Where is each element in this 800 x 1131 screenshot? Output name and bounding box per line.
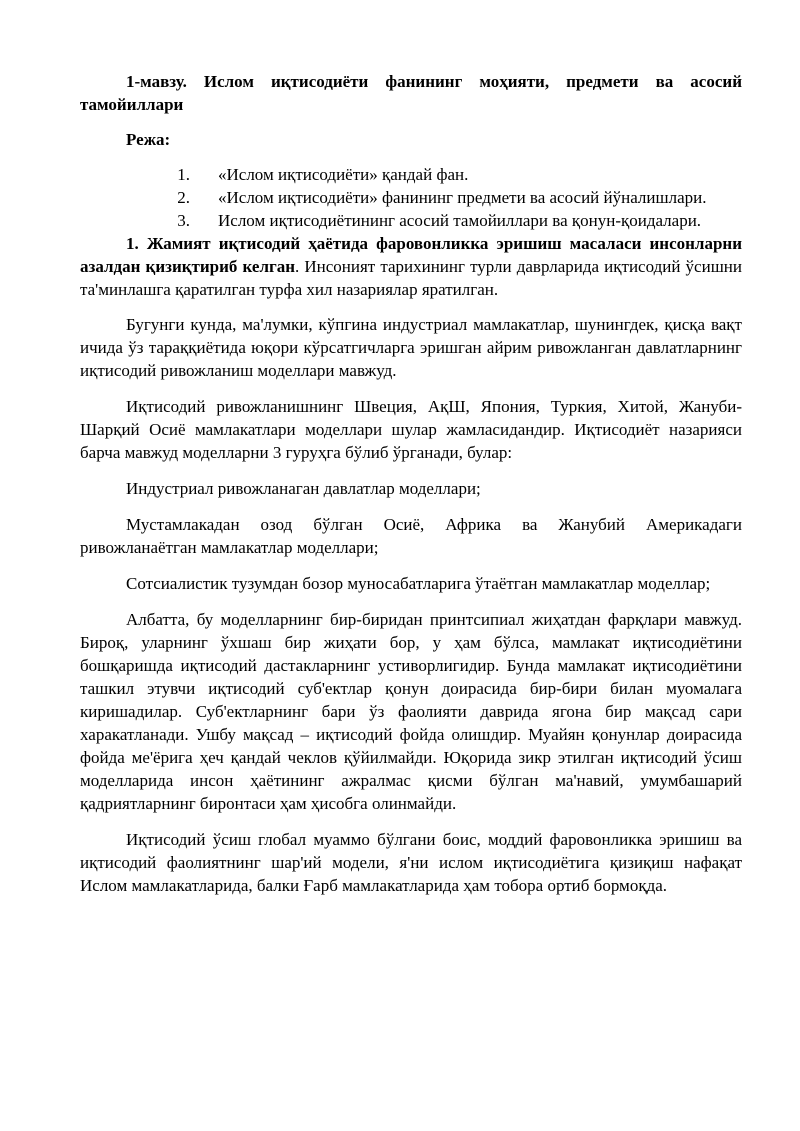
paragraph-8: Иқтисодий ўсиш глобал муаммо бўлгани боис, моддий фаровонликка эришиш ва иқтисодий фаолиятнинг шар'ий модели, я'ни ислом иқтисодиётига қизиқиш нафақат Ислом мамлакатларида, балки Ғарб мамлакатларида ҳам тобора ортиб бормоқда. (80, 830, 742, 895)
paragraph-2: Бугунги кунда, ма'лумки, кўпгина индустриал мамлакатлар, шунингдек, қисқа вақт ичида ўз тараққиётида юқори кўрсатгичларга эришган айрим ривожланган давлатларнинг иқтисодий ривожланиш моделлари мавжуд. (80, 315, 742, 380)
paragraph-7: Албатта, бу моделларнинг бир-биридан принтсипиал жиҳатдан фарқлари мавжуд. Бироқ, уларнинг ўхшаш бир жиҳати бор, у ҳам бўлса, мамлакат иқтисодиётини бошқаришда иқтисодий дастакларнинг устиворлигидир. Бунда мамлакат иқтисодиётини ташкил этувчи иқтисодий суб'ектлар қонун доирасида бир-бири билан муомалага киришадилар. Суб'ектларнинг бари ўз фаолияти даврида ягона бир мақсад сари харакатланади. Ушбу мақсад – иқтисодий фойда олишдир. Муайян қонунлар доирасида фойда ме'ёрига ҳеч қандай чеклов қўйилмайди. Юқорида зикр этилган иқтисодий ўсиш моделларида инсон ҳаётининг ажралмас қисми бўлган ма'навий, умумбашарий қадриятларнинг биронтаси ҳам ҳисобга олинмайди. (80, 610, 742, 813)
plan-item-text: Ислом иқтисодиётининг асосий тамойиллари ва қонун-қоидалари. (218, 211, 702, 230)
paragraph-1 (80, 232, 742, 301)
paragraph-3: Иқтисодий ривожланишнинг Швеция, АқШ, Япония, Туркия, Хитой, Жануби-Шарқий Осиё мамлакатлари моделлари шулар жамласидандир. Иқтисодиёт назарияси барча мавжуд моделларни 3 гуруҳга бўлиб ўрганади, булар: (80, 397, 742, 462)
plan-item-2 (80, 186, 742, 209)
paragraph-4: Индустриал ривожланаган давлатлар моделлари; (126, 479, 481, 498)
plan-item-number: 3. (177, 211, 190, 230)
plan-item-text: «Ислом иқтисодиёти» фанининг предмети ва асосий йўналишлари. (218, 188, 707, 207)
plan-item-number: 1. (177, 165, 190, 184)
plan-item-3 (80, 209, 742, 232)
paragraph-1-bold: 1. Жамият иқтисодий ҳаётида фаровонликка эришиш масаласи инсонларни азалдан қизиқтириб келган (80, 234, 742, 276)
plan-item-1 (80, 163, 742, 186)
paragraph-5: Мустамлакадан озод бўлган Осиё, Африка ва Жанубий Америкадаги ривожланаётган мамлакатлар моделлари; (80, 515, 742, 557)
document-page (80, 70, 742, 910)
plan-item-text: «Ислом иқтисодиёти» қандай фан. (218, 165, 469, 184)
paragraph-6: Сотсиалистик тузумдан бозор муносабатларига ўтаётган мамлакатлар моделлар; (126, 574, 711, 593)
plan-item-number: 2. (177, 188, 190, 207)
plan-heading: Режа: (126, 130, 171, 149)
paragraph-1-rest: . Инсоният тарихининг турли даврларида иқтисодий ўсишни та'минлашга қаратилган турфа хил назариялар яратилган. (80, 257, 742, 299)
document-title: 1-мавзу. Ислом иқтисодиёти фанининг моҳияти, предмети ва асосий тамойиллари (80, 72, 742, 114)
plan-list (80, 163, 742, 232)
